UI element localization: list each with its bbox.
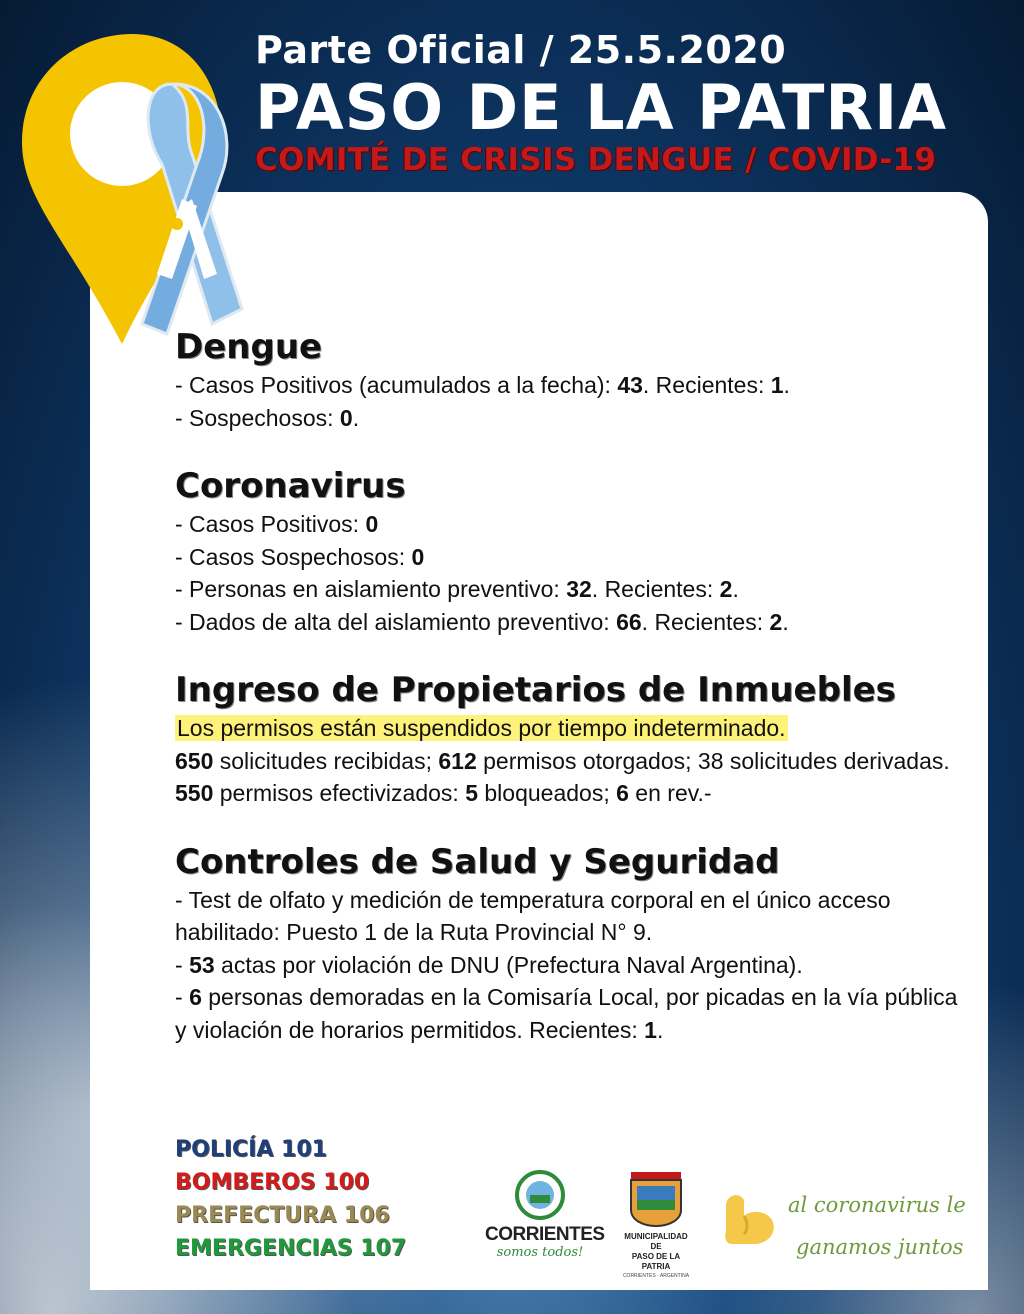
location-pin-ribbon-icon bbox=[22, 24, 262, 354]
flexed-arm-icon bbox=[718, 1186, 782, 1250]
corrientes-seal-icon bbox=[515, 1170, 565, 1220]
corrientes-logo bbox=[485, 1170, 605, 1270]
corrientes-name: CORRIENTES bbox=[485, 1224, 605, 1245]
permits-summary: 650 solicitudes recibidas; 612 permisos otorgados; 38 solicitudes derivadas. 550 permisos efectivizados: 5 bloqueados; 6 en rev.- bbox=[175, 747, 950, 806]
property-owners-title: Ingreso de Propietarios de Inmuebles bbox=[175, 670, 896, 710]
detained-persons: - 6 personas demoradas en la Comisaría Local, por picadas en la vía pública y violación de horarios permitidos. Recientes: 1. bbox=[175, 984, 958, 1043]
slogan-line2: ganamos juntos bbox=[796, 1235, 964, 1259]
covid-discharged: - Dados de alta del aislamiento preventivo: 66. Recientes: 2. bbox=[175, 608, 789, 635]
municipality-line3: CORRIENTES - ARGENTINA bbox=[622, 1273, 690, 1279]
corrientes-tagline: somos todos! bbox=[496, 1245, 584, 1260]
health-security-title: Controles de Salud y Seguridad bbox=[175, 841, 780, 882]
municipality-logo bbox=[618, 1170, 694, 1279]
slogan-block bbox=[718, 1178, 968, 1268]
slogan-text bbox=[788, 1184, 968, 1268]
header-committee-subtitle: COMITÉ DE CRISIS DENGUE / COVID-19 bbox=[255, 142, 937, 178]
emergency-contacts bbox=[175, 1133, 406, 1265]
dnu-violations: - 53 actas por violación de DNU (Prefectura Naval Argentina). bbox=[175, 951, 803, 978]
smell-temperature-test: - Test de olfato y medición de temperatura corporal en el único acceso habilitado: Puesto 1 de la Ruta Provincial N° 9. bbox=[175, 886, 891, 945]
dengue-positive-cases: - Casos Positivos (acumulados a la fecha): 43. Recientes: 1. bbox=[175, 372, 790, 398]
contact-police: POLICÍA 101 bbox=[175, 1137, 327, 1162]
municipality-line1: MUNICIPALIDAD DE bbox=[624, 1232, 688, 1251]
header-date-title: Parte Oficial / 25.5.2020 bbox=[255, 28, 787, 72]
header-town-title: PASO DE LA PATRIA bbox=[255, 71, 948, 144]
permits-suspended-notice: Los permisos están suspendidos por tiempo indeterminado. bbox=[177, 715, 786, 741]
report-content bbox=[175, 325, 975, 1046]
contact-emergencies: EMERGENCIAS 107 bbox=[175, 1236, 407, 1261]
dengue-suspected-cases: - Sospechosos: 0. bbox=[175, 404, 360, 431]
municipality-line2: PASO DE LA PATRIA bbox=[631, 1252, 681, 1271]
contact-coast-guard: PREFECTURA 106 bbox=[175, 1203, 390, 1228]
dengue-title: Dengue bbox=[175, 327, 323, 367]
coronavirus-title: Coronavirus bbox=[175, 466, 406, 506]
contact-firefighters: BOMBEROS 100 bbox=[175, 1170, 370, 1195]
covid-suspected-cases: - Casos Sospechosos: 0 bbox=[175, 543, 425, 570]
slogan-line1: al coronavirus le bbox=[788, 1193, 966, 1217]
covid-isolation: - Personas en aislamiento preventivo: 32. Recientes: 2. bbox=[175, 576, 739, 602]
municipality-shield-icon bbox=[625, 1170, 687, 1228]
covid-positive-cases: - Casos Positivos: 0 bbox=[175, 511, 379, 537]
